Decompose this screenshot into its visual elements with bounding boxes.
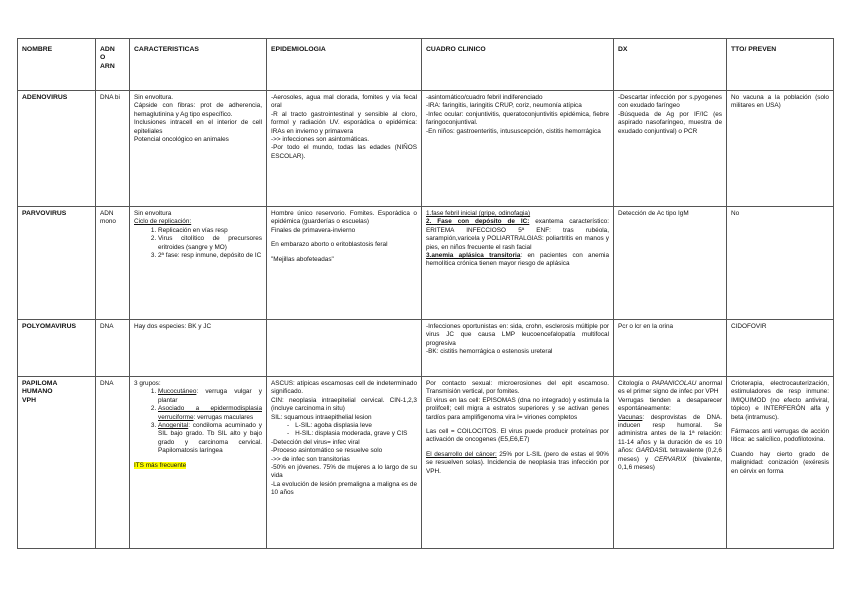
adenovirus-epi-line: -Aerosoles, agua mal clorada, fomites y vía fecal oral — [271, 94, 417, 110]
parvovirus-cc-phase3-text: : en pacientes con anemia hemolítica crónica tienen mayor riesgo de aplásica — [426, 252, 609, 268]
parvovirus-tto: No — [727, 207, 834, 320]
polyomavirus-dx: Pcr o lcr en la orina — [614, 320, 727, 377]
papiloma-caracteristicas — [130, 377, 267, 549]
papiloma-cuadro-clinico — [422, 377, 614, 549]
papiloma-dx-text: (bivalente, 0,1,6 meses) — [618, 455, 722, 472]
papiloma-dx-text: tetravalente (0,2,6 meses) y — [618, 447, 722, 463]
papiloma-epi-line: -50% en jóvenes. 75% de mujeres a lo largo de su vida — [271, 464, 417, 480]
parvovirus-car-heading: Ciclo de replicación: — [134, 218, 192, 226]
polyomavirus-cc-line: -BK: cistitis hemorrágica o estenosis ureteral — [426, 348, 553, 356]
polyomavirus-cc-line: -Infecciones oportunistas en: sida, crohn, esclerosis múltiple por virus JC que causa LMP leucoencefalopatía multifocal progresiva — [426, 323, 609, 347]
parvovirus-name: PARVOVIRUS — [18, 207, 96, 320]
papiloma-tto-line: Cuando hay cierto grado de malignidad: conización (exéresis en cérvix en forma — [731, 450, 829, 475]
papiloma-dx-vacunas — [618, 414, 722, 473]
polyomavirus-caracteristicas: Hay dos especies: BK y JC — [130, 320, 267, 377]
papiloma-tto — [727, 377, 834, 549]
papiloma-tto-line: Crioterapia, electrocauterización, estimuladores de resp inmune: IMIQUIMOD (no efecto antiviral, tópico) e INTERFERÓN alfa y beta (intramusc). — [731, 380, 829, 421]
papiloma-epidemiologia — [267, 377, 422, 549]
adenovirus-dx — [614, 91, 727, 207]
list-item: 2. Virus citolítico de precursores eritroides (sangre y MO) — [158, 235, 262, 252]
papiloma-groups-list — [134, 388, 262, 455]
header-nombre: NOMBRE — [18, 39, 96, 91]
list-item: - H-SIL: displasia moderada, grave y CIS — [297, 430, 417, 438]
list-item — [158, 388, 262, 405]
adenovirus-epi-line: -R al tracto gastrointestinal y sensible al cloro, formol y radiación UV. esporádica o epidémica: IRAs en invierno y primavera — [271, 110, 417, 135]
papiloma-dx-text: : desprovistas de DNA. inducen resp humoral. Se administra antes de la 1ª relación: 11-14 años y la duración de es 10 años: — [618, 413, 722, 455]
header-tto: TTO/ PREVEN — [727, 39, 834, 91]
adenovirus-cc-line: -IRA: faringitis, laringitis CRUP, coriz, neumonía atípica — [426, 102, 582, 110]
papiloma-epi-line: ->> de infec son transitorias — [271, 455, 350, 463]
parvovirus-cc-phase2 — [426, 218, 609, 252]
papiloma-group-text: : condiloma acuminado y SIL bajo grado. Tb SIL alto y bajo grado y carcinoma cervical. Papilomatosis laríngea — [158, 422, 262, 455]
papiloma-cc-line: Por contacto sexual: microerosiones del epit escamoso. Transmisión vertical, por fomites. — [426, 380, 609, 396]
papiloma-cc-line: Las cell = COILOCITOS. El virus puede producir proteínas por activación de oncogenes (E5,E6,E7) — [426, 428, 609, 444]
adenovirus-car-line: Potencial oncológico en animales — [134, 136, 229, 144]
list-item — [158, 422, 262, 456]
papiloma-dx-text: anormal es el primer signo de infec por VPH — [618, 380, 722, 396]
parvovirus-cc-phase2-text: exantema característico: ERITEMA INFECCIOSO 5ª ENF: tras rubéola, sarampión,varicela y POLIARTRALGIAS: poliartritis en manos y pies, en niños frecuente el rash facial — [426, 218, 609, 251]
adenovirus-name: ADENOVIRUS — [18, 91, 96, 207]
adenovirus-tto: No vacuna a la población (solo militares en USA) — [727, 91, 834, 207]
polyomavirus-epidemiologia — [267, 320, 422, 377]
adenovirus-epi-line: -Por todo el mundo, todas las edades (NIÑOS ESCOLAR). — [271, 144, 417, 160]
parvovirus-cc-phase1: 1.fase febril inicial (gripe, odinofagia) — [426, 210, 531, 217]
papiloma-epi-line: SIL: squamous intraepithelial lesion — [271, 413, 372, 421]
papiloma-dx-gardasil: GARDASIL — [635, 447, 669, 455]
papiloma-type: DNA — [96, 377, 130, 549]
parvovirus-car-line: Sin envoltura — [134, 210, 172, 217]
papiloma-its-highlight: ITS más frecuente — [134, 461, 187, 469]
papiloma-epi-line: ASCUS: atípicas escamosas cell de indeterminado significado. — [271, 380, 417, 396]
list-item: 1. Replicación en vías resp — [158, 227, 262, 235]
papiloma-group-title: Mucocutáneo — [158, 388, 197, 396]
adenovirus-epidemiologia — [267, 91, 422, 207]
papiloma-cc-cancer — [426, 451, 609, 476]
row-papiloma — [18, 377, 834, 549]
adenovirus-dx-line: -Descartar infección por s.pyogenes con exudado faríngeo — [618, 94, 722, 110]
papiloma-dx-text: Citología o — [618, 380, 652, 387]
papiloma-name-line: HUMANO — [22, 388, 53, 396]
adenovirus-car-line: Sin envoltura. — [134, 94, 174, 101]
row-adenovirus — [18, 91, 834, 207]
papiloma-its-line — [134, 462, 262, 470]
adenovirus-epi-line: ->> infecciones son asintomáticas. — [271, 136, 370, 144]
papiloma-car-intro: 3 grupos: — [134, 380, 161, 387]
parvovirus-caracteristicas — [130, 207, 267, 320]
papiloma-group-text: : verruga vulgar y plantar — [158, 388, 262, 404]
papiloma-group-title: Asociado a epidermodisplasia verruciforme — [158, 405, 262, 421]
papiloma-cc-line: El virus en las cell: EPISOMAS (dna no integrado) y estimula la prolifcell; cell migra a estratos superiores y se activan genes tardíos para amplifigenoma vira l= viriones completos — [426, 396, 609, 421]
papiloma-dx-cervarix: CERVARIX — [654, 455, 687, 463]
header-arn-line: ARN — [100, 62, 115, 70]
papiloma-epi-line: CIN: neoplasia intraepitelial cervical. CIN-1,2,3 (incluye carcinoma in situ) — [271, 396, 417, 413]
parvovirus-epi-line: Hombre único reservorio. Fomites. Esporádica o epidémica (guarderías o escuelas) — [271, 210, 417, 226]
header-cuadro-clinico: CUADRO CLINICO — [422, 39, 614, 91]
papiloma-epi-line: -Proceso asintomático se resuelve solo — [271, 447, 383, 455]
header-adn-arn — [96, 39, 130, 91]
papiloma-group-title: Anogenital — [158, 422, 189, 430]
adenovirus-dx-line: -Búsqueda de Ag por IF/IC (es aspirado nasofaríngeo, muestra de exudado conjuntival) o PCR — [618, 110, 722, 135]
papiloma-dx-papanicolau: PAPANICOLAU — [651, 380, 697, 387]
header-caracteristicas: CARACTERISTICAS — [130, 39, 267, 91]
papiloma-name-line: PAPILOMA — [22, 380, 58, 387]
header-dx: DX — [614, 39, 727, 91]
row-parvovirus — [18, 207, 834, 320]
papiloma-name — [18, 377, 96, 549]
adenovirus-car-line: Inclusiones intracell en el interior de cell epiteliales — [134, 119, 262, 135]
parvovirus-cc-phase3-title: 3.anemia aplásica transitoria — [426, 252, 521, 260]
papiloma-dx-line: Verrugas tienden a desaparecer espontáneamente: — [618, 396, 722, 413]
papiloma-dx — [614, 377, 727, 549]
list-item: - L-SIL: agoba displasia leve — [297, 422, 417, 430]
header-o-line: O — [100, 54, 106, 62]
parvovirus-cuadro-clinico — [422, 207, 614, 320]
list-item: 3. 2ª fase: resp inmune, depósito de IC — [158, 252, 262, 260]
parvovirus-epi-line: En embarazo aborto o eritoblastosis feral — [271, 241, 388, 249]
adenovirus-cc-line: -En niños: gastroenteritis, intususcepción, cistitis hemorrágica — [426, 127, 601, 135]
polyomavirus-cuadro-clinico — [422, 320, 614, 377]
adenovirus-cc-line: -Infec ocular: conjuntivitis, queratoconjuntivitis epidémica, fiebre faringoconjuntival. — [426, 110, 609, 127]
papiloma-epi-line: -La evolución de lesión premaligna a maligna es de 10 años — [271, 480, 417, 497]
parvovirus-cc-phase3 — [426, 252, 609, 269]
header-row — [18, 39, 834, 91]
parvovirus-type: ADN mono — [96, 207, 130, 320]
adenovirus-cuadro-clinico — [422, 91, 614, 207]
polyomavirus-type: DNA — [96, 320, 130, 377]
papiloma-dx-vacunas-title: Vacunas — [618, 413, 643, 421]
parvovirus-dx: Detección de Ac tipo IgM — [614, 207, 727, 320]
papiloma-epi-line: -Detección del virus= infec viral — [271, 438, 360, 446]
virus-table — [17, 38, 834, 549]
adenovirus-caracteristicas — [130, 91, 267, 207]
papiloma-tto-line: Fármacos anti verrugas de acción lítica: ac salicílico, podofilotoxina. — [731, 428, 829, 444]
papiloma-cc-cancer-text: 25% por L-SIL (pero de estas el 90% se resuelven solas). Incidencia de neoplasia tras infección por VPH. — [426, 450, 609, 475]
list-item — [158, 405, 262, 422]
parvovirus-replication-list — [134, 227, 262, 261]
adenovirus-type: DNA bi — [96, 91, 130, 207]
parvovirus-cc-phase2-title: 2. Fase con depósito de IC: — [426, 218, 530, 226]
adenovirus-cc-line: -asintomático/cuadro febril indiferenciado — [426, 94, 543, 101]
row-polyomavirus — [18, 320, 834, 377]
papiloma-group-text: : verrugas maculares — [193, 413, 254, 421]
parvovirus-epi-line: Finales de primavera-invierno — [271, 226, 356, 234]
header-epidemiologia: EPIDEMIOLOGIA — [267, 39, 422, 91]
papiloma-dx-citologia — [618, 380, 722, 397]
adenovirus-car-line: Cápside con fibras: prot de adherencia, hemaglutinina y Ag tipo específico. — [134, 102, 262, 118]
papiloma-sil-list — [271, 422, 417, 439]
header-adn-line: ADN — [100, 46, 115, 53]
polyomavirus-name: POLYOMAVIRUS — [18, 320, 96, 377]
parvovirus-epi-line: "Mejillas abofeteadas" — [271, 255, 334, 263]
papiloma-name-line: VPH — [22, 396, 36, 404]
parvovirus-epidemiologia — [267, 207, 422, 320]
polyomavirus-tto: CIDOFOVIR — [727, 320, 834, 377]
papiloma-cc-cancer-title: El desarrollo del cáncer: — [426, 450, 497, 458]
